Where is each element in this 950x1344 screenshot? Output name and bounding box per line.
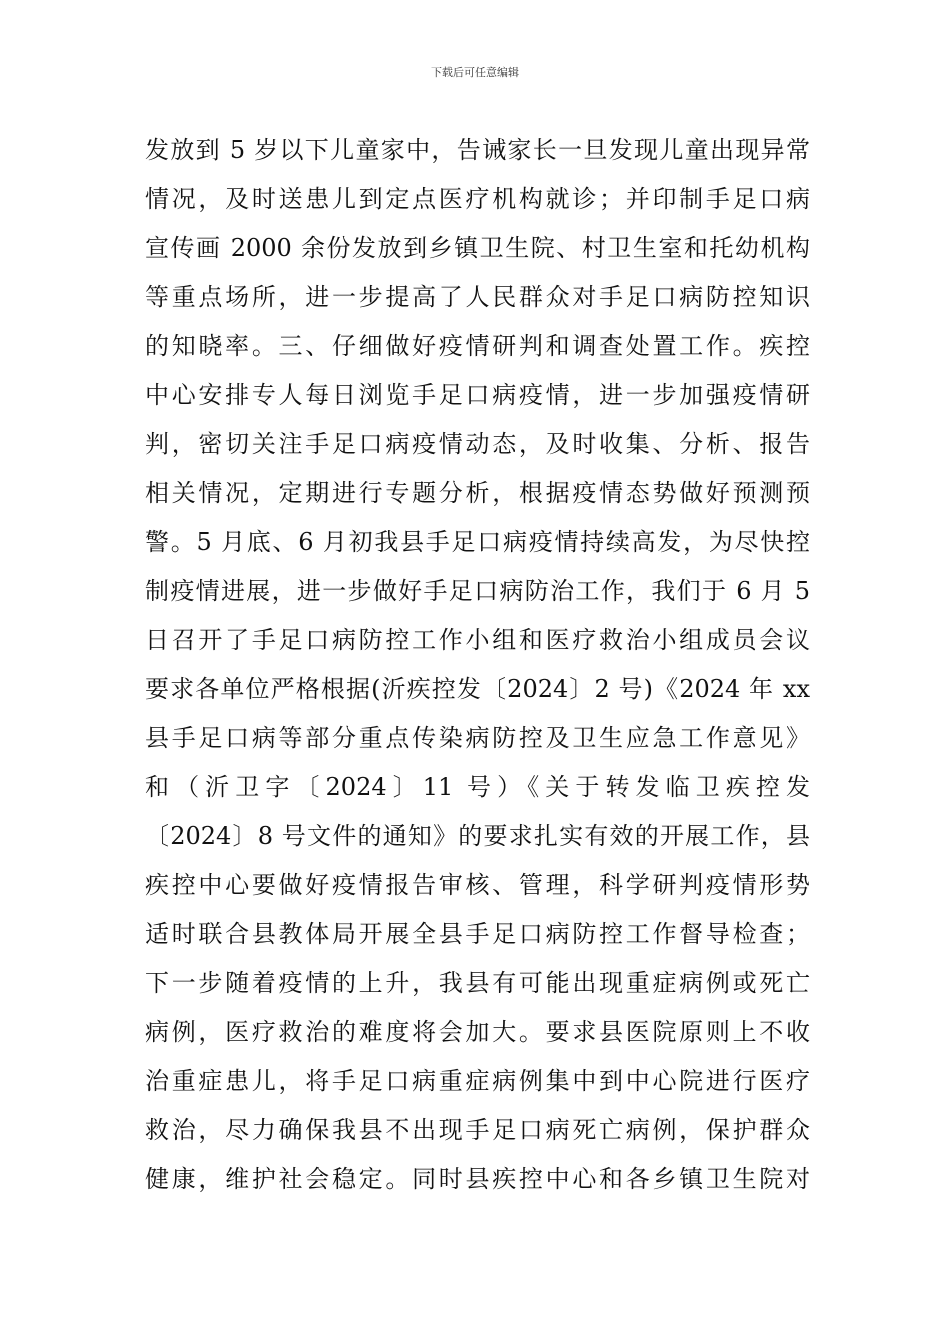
body-line: 〔2024〕8 号文件的通知》的要求扎实有效的开展工作，县 <box>145 822 810 850</box>
page-header: 下载后可任意编辑 <box>431 66 519 79</box>
body-line: 病例，医疗救治的难度将会加大。要求县医院原则上不收 <box>145 1018 810 1046</box>
body-line: 判，密切关注手足口病疫情动态，及时收集、分析、报告 <box>145 430 810 458</box>
body-line: 宣传画 2000 余份发放到乡镇卫生院、村卫生室和托幼机构 <box>145 234 810 262</box>
body-line: 相关情况，定期进行专题分析，根据疫情态势做好预测预 <box>145 479 810 507</box>
body-line: 的知晓率。三、仔细做好疫情研判和调查处置工作。疾控 <box>145 332 810 360</box>
body-line: 下一步随着疫情的上升，我县有可能出现重症病例或死亡 <box>145 969 810 997</box>
body-line: 制疫情进展，进一步做好手足口病防治工作，我们于 6 月 5 <box>145 577 810 605</box>
body-line: 情况，及时送患儿到定点医疗机构就诊；并印制手足口病 <box>145 185 810 213</box>
body-line: 和（沂卫字〔2024〕11 号）《关于转发临卫疾控发 <box>145 773 810 801</box>
document-body <box>145 126 810 1204</box>
body-line: 等重点场所，进一步提高了人民群众对手足口病防控知识 <box>145 283 810 311</box>
body-line: 警。5 月底、6 月初我县手足口病疫情持续高发，为尽快控 <box>145 528 810 556</box>
body-line: 日召开了手足口病防控工作小组和医疗救治小组成员会议 <box>145 626 810 654</box>
body-line: 要求各单位严格根据(沂疾控发〔2024〕2 号)《2024 年 xx <box>145 675 810 703</box>
body-line: 适时联合县教体局开展全县手足口病防控工作督导检查； <box>145 920 810 948</box>
body-line: 县手足口病等部分重点传染病防控及卫生应急工作意见》 <box>145 724 810 752</box>
body-line: 发放到 5 岁以下儿童家中，告诫家长一旦发现儿童出现异常 <box>145 136 810 164</box>
body-line: 救治，尽力确保我县不出现手足口病死亡病例，保护群众 <box>145 1116 810 1144</box>
body-line: 中心安排专人每日浏览手足口病疫情，进一步加强疫情研 <box>145 381 810 409</box>
body-line: 治重症患儿，将手足口病重症病例集中到中心院进行医疗 <box>145 1067 810 1095</box>
body-line: 疾控中心要做好疫情报告审核、管理，科学研判疫情形势 <box>145 871 810 899</box>
body-line: 健康，维护社会稳定。同时县疾控中心和各乡镇卫生院对 <box>145 1165 810 1193</box>
